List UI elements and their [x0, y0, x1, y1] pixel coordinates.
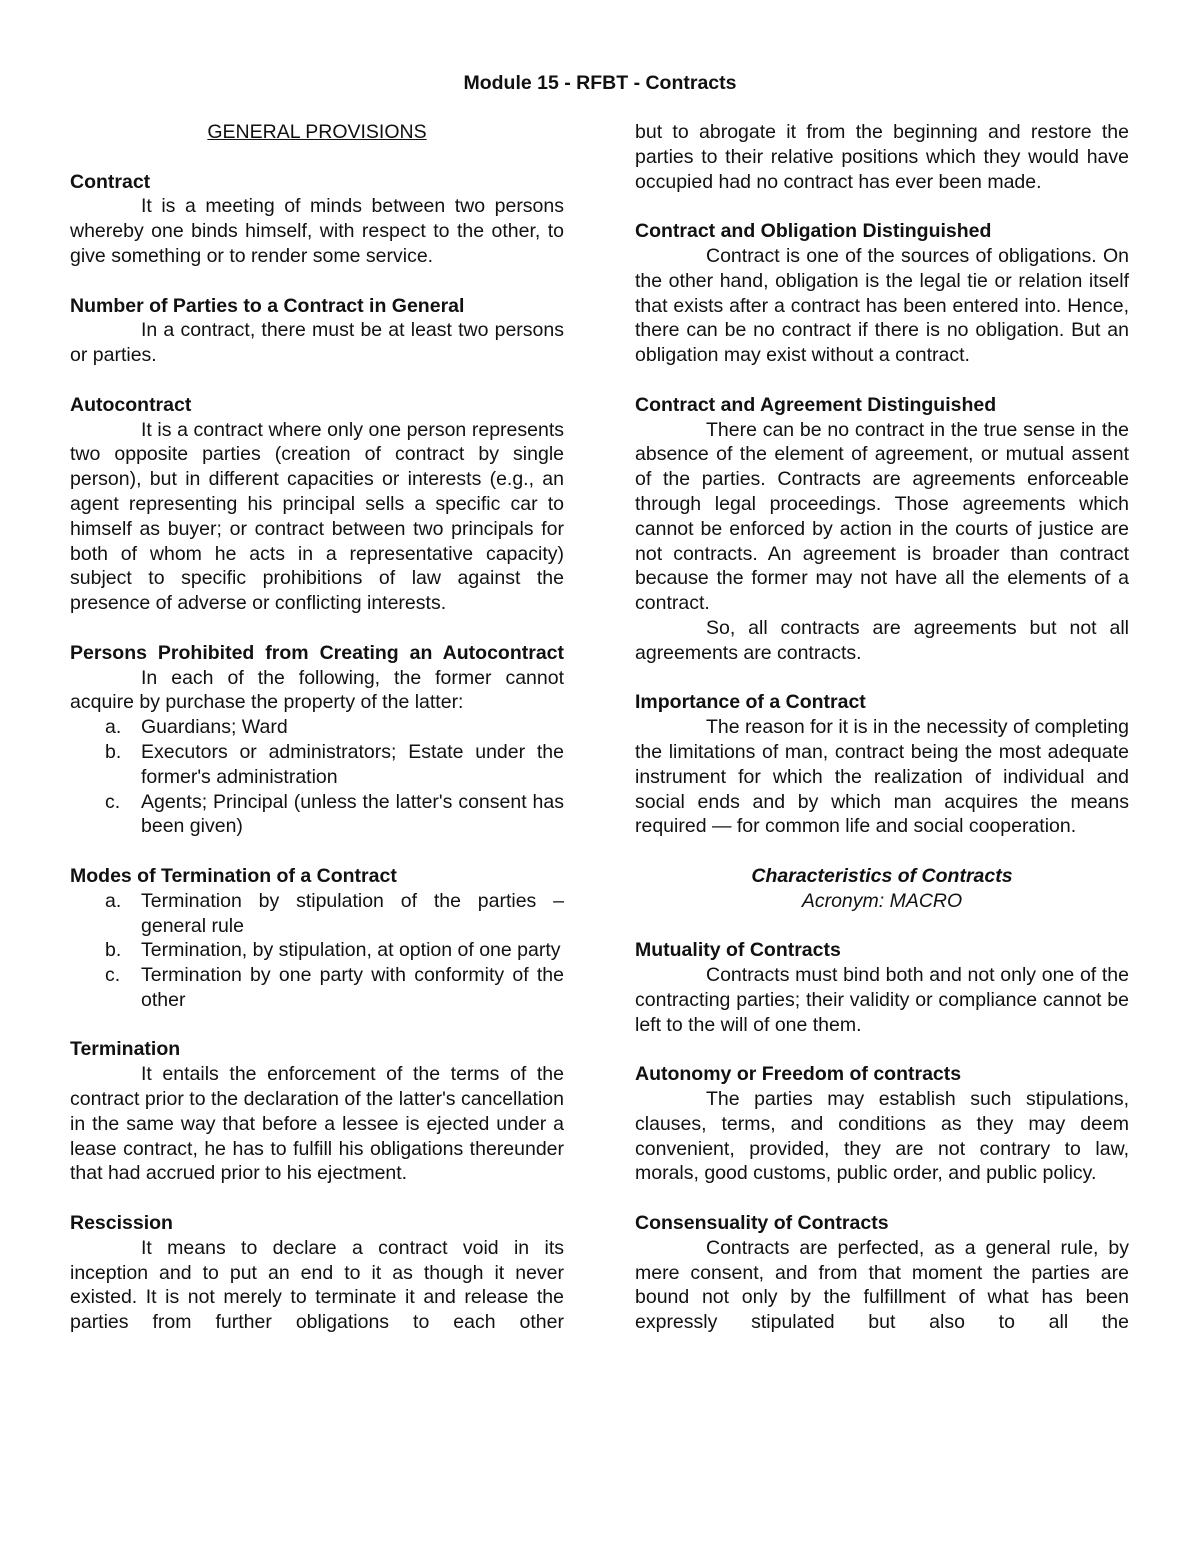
list-modes-of-termination: [70, 889, 564, 1013]
list-item-text: Agents; Principal (unless the latter's consent has been given): [141, 790, 564, 838]
list-item: [70, 790, 564, 840]
list-item-label: c.: [105, 790, 121, 813]
list-item-label: a.: [105, 716, 122, 739]
list-item-label: b.: [105, 939, 122, 962]
heading-contract: Contract: [70, 170, 151, 193]
paragraph-contract-agreement: There can be no contract in the true sense in the absence of the element of agreement, or mutual assent of the parties. Contracts are agreements enforceable through legal proceedings. Those agreements which cannot be enforced by action in the courts of justice are not contracts. An agreement is broader than contract because the former may not have all the elements of a contract.: [635, 418, 1129, 615]
list-item-text: Termination by one party with conformity of the other: [141, 964, 564, 1011]
paragraph-autonomy: The parties may establish such stipulations, clauses, terms, and conditions as they may deem convenient, provided, they are not contrary to law, morals, good customs, public order, and public policy.: [635, 1088, 1129, 1185]
acronym-label: Acronym: MACRO: [801, 889, 963, 912]
list-prohibited-persons: [70, 715, 564, 839]
heading-contract-agreement: Contract and Agreement Distinguished: [635, 393, 997, 416]
paragraph-rescission-continued: but to abrogate it from the beginning and restore the parties to their relative positions which they would have occupied had no contract has ever been made.: [635, 121, 1129, 193]
heading-termination: Termination: [70, 1038, 181, 1061]
paragraph-rescission: It means to declare a contract void in its inception and to put an end to it as though it never existed. It is not merely to terminate it and release the parties from further obligations to each other: [70, 1236, 564, 1334]
list-item: [70, 740, 564, 790]
list-item: [70, 715, 564, 740]
heading-autonomy: Autonomy or Freedom of contracts: [635, 1063, 962, 1086]
paragraph-consensuality: Contracts are perfected, as a general rule, by mere consent, and from that moment the parties are bound not only by the fulfillment of what has been expressly stipulated but also to all the: [635, 1236, 1129, 1334]
paragraph-autocontract: It is a contract where only one person represents two opposite parties (creation of contract by single person), but in different capacities or interests (e.g., an agent representing his principal sells a specific car to himself as buyer; or contract between two principals for both of whom he acts in a representative capacity) subject to specific prohibitions of law against the presence of adverse or conflicting interests.: [70, 418, 564, 615]
section-title-characteristics: Characteristics of Contracts: [751, 864, 1013, 887]
page-title: Module 15 - RFBT - Contracts: [463, 72, 737, 94]
paragraph-contract-obligation: Contract is one of the sources of obligations. On the other hand, obligation is the legal tie or relation itself that exists after a contract has been entered into. Hence, there can be no contract if there is no obligation. But an obligation may exist without a contract.: [635, 244, 1129, 367]
paragraph-contract-agreement-2: So, all contracts are agreements but not all agreements are contracts.: [635, 616, 1129, 664]
section-title-general-provisions: GENERAL PROVISIONS: [207, 121, 427, 143]
list-item-text: Termination, by stipulation, at option of one party: [141, 939, 561, 962]
list-item-text: Guardians; Ward: [141, 716, 288, 739]
heading-autocontract: Autocontract: [70, 393, 192, 416]
paragraph-contract: It is a meeting of minds between two persons whereby one binds himself, with respect to the other, to give something or to render some service.: [70, 195, 564, 267]
heading-importance: Importance of a Contract: [635, 691, 866, 714]
list-item: [70, 889, 564, 939]
list-item-text: Termination by stipulation of the parties – general rule: [141, 889, 564, 937]
paragraph-termination: It entails the enforcement of the terms of the contract prior to the declaration of the latter's cancellation in the same way that before a lessee is ejected under a lease contract, he has to fulfill his obligations thereunder that had accrued prior to his ejectment.: [70, 1063, 564, 1185]
paragraph-persons-prohibited: In each of the following, the former cannot acquire by purchase the property of the latter:: [70, 666, 564, 714]
heading-rescission: Rescission: [70, 1212, 173, 1235]
list-item-text: Executors or administrators; Estate under the former's administration: [141, 740, 564, 788]
paragraph-mutuality: Contracts must bind both and not only one of the contracting parties; their validity or compliance cannot be left to the will of one them.: [635, 964, 1129, 1036]
list-item-label: b.: [105, 740, 122, 763]
list-item-label: a.: [105, 889, 122, 912]
heading-persons-prohibited: Persons Prohibited from Creating an Autocontract: [70, 641, 564, 664]
paragraph-importance: The reason for it is in the necessity of completing the limitations of man, contract being the most adequate instrument for which the realization of individual and social ends and by which man acquires the means required — for common life and social cooperation.: [635, 716, 1129, 838]
left-column: [70, 120, 564, 1335]
list-item: [70, 938, 564, 963]
list-item: [70, 963, 564, 1013]
heading-mutuality: Mutuality of Contracts: [635, 939, 841, 962]
heading-consensuality: Consensuality of Contracts: [635, 1212, 889, 1235]
heading-contract-obligation: Contract and Obligation Distinguished: [635, 220, 992, 243]
paragraph-number-of-parties: In a contract, there must be at least two persons or parties.: [70, 319, 564, 367]
right-column: [635, 120, 1129, 1335]
heading-number-of-parties: Number of Parties to a Contract in General: [70, 294, 465, 317]
list-item-label: c.: [105, 964, 121, 987]
heading-modes-of-termination: Modes of Termination of a Contract: [70, 864, 397, 887]
